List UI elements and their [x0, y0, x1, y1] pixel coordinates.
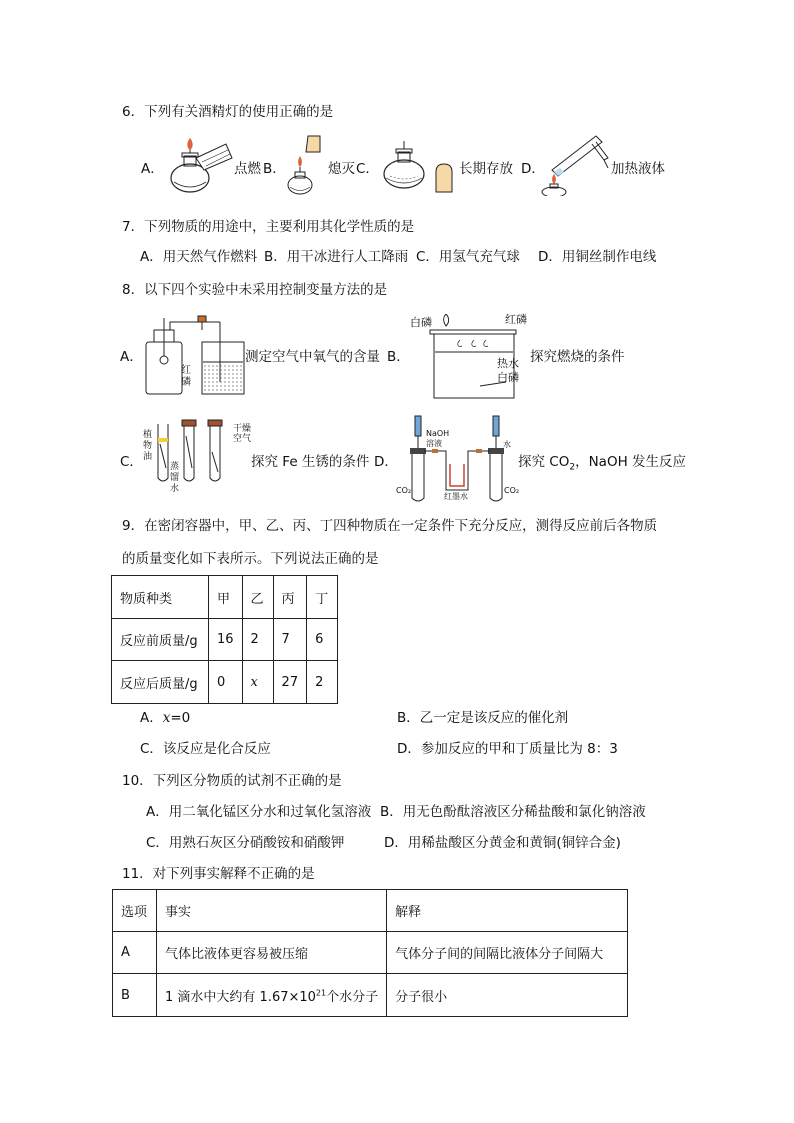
q9-mass-table	[111, 575, 338, 704]
q8-b-hot-water-label: 热水	[497, 357, 519, 370]
q6-option-b-figure	[286, 134, 326, 196]
q11-header-cell: 事实	[157, 890, 387, 932]
q7-option-c: C．用氢气充气球	[416, 249, 520, 265]
q11-row-a-fact: 气体比液体更容易被压缩	[157, 932, 387, 974]
q6-option-d-figure	[538, 132, 612, 196]
q8-option-a-figure	[140, 312, 248, 398]
q9-header-cell: 丙	[273, 576, 307, 619]
q8-option-c-text: 探究 Fe 生锈的条件	[251, 454, 370, 470]
q9-after-cell: 27	[273, 661, 307, 704]
q8-d-naoh-label-2: 溶液	[426, 439, 442, 448]
q8-option-d-figure	[398, 414, 516, 504]
q6-option-c-figure	[380, 138, 460, 196]
q11-row-b-explanation: 分子很小	[387, 974, 628, 1017]
q9-before-cell: 16	[209, 619, 243, 661]
q11-row-b-fact: 1 滴水中大约有 $1.67\times 10^{21}$个水分子	[157, 974, 387, 1017]
q9-before-cell: 7	[273, 619, 307, 661]
q9-header-cell: 甲	[209, 576, 243, 619]
q6-option-d-letter: D．	[521, 161, 545, 177]
q10-option-d: D．用稀盐酸区分黄金和黄铜(铜锌合金)	[384, 835, 621, 851]
q11-row-a-explanation: 气体分子间的间隔比液体分子间隔大	[387, 932, 628, 974]
q7-option-a: A．用天然气作燃料	[140, 249, 258, 265]
q8-c-dry-air-2: 空气	[233, 434, 252, 444]
q10-stem: 10．下列区分物质的试剂不正确的是	[122, 773, 342, 789]
q8-c-water-2: 馏	[170, 473, 180, 483]
q9-after-cell-variable: x	[242, 661, 273, 704]
q8-c-water-1: 蒸	[170, 462, 180, 472]
q11-header-cell: 选项	[113, 890, 157, 932]
q8-d-water-label: 水	[503, 440, 511, 449]
q9-header-cell: 丁	[307, 576, 338, 619]
q9-option-a: A．x=0	[140, 710, 191, 726]
q8-option-d-text: 探究 $CO_2$，NaOH 发生反应	[518, 454, 687, 473]
q9-before-cell: 6	[307, 619, 338, 661]
q8-b-red-phosphorus-label: 红磷	[505, 313, 527, 326]
q8-d-co2-right-label: CO₂	[504, 486, 520, 495]
q6-option-c-letter: C．	[356, 161, 379, 177]
q8-option-d-letter: D．	[374, 454, 398, 470]
q7-option-b: B．用干冰进行人工降雨	[264, 249, 409, 265]
q10-option-a: A．用二氧化锰区分水和过氧化氢溶液	[146, 804, 372, 820]
q9-option-d: D．参加反应的甲和丁质量比为 8：3	[397, 741, 618, 757]
q8-stem: 8．以下四个实验中未采用控制变量方法的是	[122, 282, 388, 298]
q8-c-oil-3: 油	[143, 452, 153, 462]
q11-header-cell: 解释	[387, 890, 628, 932]
q8-c-dry-air-1: 干燥	[233, 424, 252, 434]
q8-option-c-figure	[152, 418, 242, 488]
q6-option-a-letter: A．	[141, 161, 164, 177]
q9-header-cell: 物质种类	[112, 576, 209, 619]
q8-c-water-3: 水	[170, 484, 180, 494]
q9-after-cell: 0	[209, 661, 243, 704]
q6-option-a-figure	[166, 136, 236, 198]
q8-option-b-text: 探究燃烧的条件	[530, 349, 625, 365]
q8-c-oil-1: 植	[143, 430, 153, 440]
q8-d-ink-label: 红墨水	[444, 492, 468, 501]
q9-option-b: B．乙一定是该反应的催化剂	[397, 710, 569, 726]
q8-a-label-red-2: 磷	[181, 377, 191, 388]
q11-row-a-option: A	[113, 932, 157, 974]
q9-header-cell: 乙	[242, 576, 273, 619]
q6-stem: 6．下列有关酒精灯的使用正确的是	[122, 104, 334, 120]
q9-stem-line2: 的质量变化如下表所示。下列说法正确的是	[122, 551, 379, 567]
q8-option-a-letter: A．	[120, 349, 143, 365]
q11-stem: 11．对下列事实解释不正确的是	[122, 866, 315, 882]
q6-option-d-text: 加热液体	[611, 161, 665, 177]
q8-c-oil-2: 物	[143, 441, 153, 451]
q8-b-white-phosphorus-2-label: 白磷	[497, 371, 519, 384]
q9-stem-line1: 9．在密闭容器中，甲、乙、丙、丁四种物质在一定条件下充分反应，测得反应前后各物质	[122, 518, 658, 534]
q6-option-b-letter: B．	[263, 161, 286, 177]
q9-option-c: C．该反应是化合反应	[140, 741, 271, 757]
q8-b-white-phosphorus-label: 白磷	[410, 316, 432, 329]
q9-before-cell: 反应前质量/g	[112, 619, 209, 661]
q11-row-b-option: B	[113, 974, 157, 1017]
q9-after-cell: 反应后质量/g	[112, 661, 209, 704]
q8-option-a-text: 测定空气中氧气的含量	[245, 349, 380, 365]
q11-table	[112, 889, 628, 1017]
q6-option-c-text: 长期存放	[459, 161, 513, 177]
q7-stem: 7．下列物质的用途中，主要利用其化学性质的是	[122, 219, 415, 235]
q7-option-d: D．用铜丝制作电线	[538, 249, 657, 265]
q9-before-cell: 2	[242, 619, 273, 661]
q10-option-b: B．用无色酚酞溶液区分稀盐酸和氯化钠溶液	[380, 804, 646, 820]
q8-a-label-red-1: 红	[181, 365, 191, 376]
q6-option-a-text: 点燃	[234, 161, 261, 177]
q6-option-b-text: 熄灭	[328, 161, 355, 177]
q10-option-c: C．用熟石灰区分硝酸铵和硝酸钾	[146, 835, 345, 851]
q9-after-cell: 2	[307, 661, 338, 704]
q8-d-naoh-label-1: NaOH	[426, 429, 450, 438]
q8-d-co2-left-label: CO₂	[396, 486, 412, 495]
q8-option-b-letter: B．	[387, 349, 410, 365]
q8-option-c-letter: C．	[120, 454, 143, 470]
